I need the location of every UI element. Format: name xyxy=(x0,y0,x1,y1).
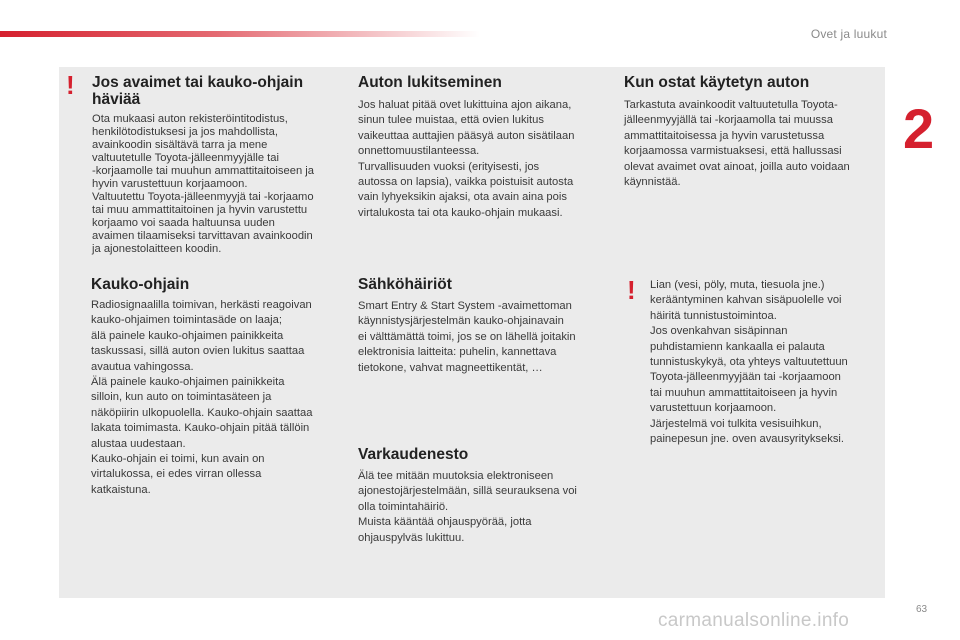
varkaudenesto-title: Varkaudenesto xyxy=(358,446,469,463)
kauko-ohjain-section xyxy=(91,276,351,293)
page-number: 63 xyxy=(916,604,928,615)
varkaudenesto-section xyxy=(358,446,613,463)
auton-lukitseminen-body xyxy=(358,98,613,221)
header-accent-bar xyxy=(0,31,480,37)
auton-lukitseminen-section xyxy=(358,74,613,91)
warning-lost-keys-text: Ota mukaasi auton rekisteröintitodistus, henkilötodistuksesi ja jos mahdollista, avainkoodin sisältävä tarra ja mene valtuutetulle Toyota-jälleenmyyjälle tai -korjaamolle tai muuhun ammattitaitoiseen ja hyvin varustettuun korjaamoon. Valtuutettu Toyota-jälleenmyyjä tai -korjaamo tai muu ammattitaitoinen ja hyvin varustettu korjaamo voi saada haltuunsa uuden avaimen tilaamiseksi tarvittavan avainkoodin ja ajonestolaitteen koodin. xyxy=(92,113,314,255)
kaytetty-auto-title: Kun ostat käytetyn auton xyxy=(624,74,810,91)
varkaudenesto-body xyxy=(358,469,616,546)
section-title: Ovet ja luukut xyxy=(810,27,887,41)
auton-lukitseminen-text: Jos haluat pitää ovet lukittuina ajon aikana, sinun tulee muistaa, että ovien lukitus vaikeuttaa auttajien pääsyä auton sisätilaan onnettomuustilanteessa. Turvallisuuden vuoksi (erityisesti, jos autossa on lapsia), vaikka poistuisit autosta vain lyhyeksikin ajaksi, ota avain aina pois virtalukosta tai ota kauko-ohjain mukaasi. xyxy=(358,99,575,219)
kaytetty-auto-text: Tarkastuta avainkoodit valtuutetulla Toyota- jälleenmyyjällä tai -korjaamolla tai muussa ammattitaitoisessa ja hyvin varustetussa korjaamossa varmistuaksesi, että hallussasi olevat avaimet ovat ainoat, joilla auto voidaan käynnistää. xyxy=(624,99,850,189)
kauko-ohjain-title: Kauko-ohjain xyxy=(91,276,190,293)
kaytetty-auto-section xyxy=(624,74,879,91)
watermark: carmanualsonline.info xyxy=(658,610,850,631)
exclamation-icon: ! xyxy=(627,275,636,305)
warning-lost-keys-text-block xyxy=(92,113,352,256)
chapter-number: 2 xyxy=(903,97,935,160)
warning-dirt-text: Lian (vesi, pöly, muta, tiesuola jne.) kerääntyminen kahvan sisäpuolelle voi häiritä tunnistustoimintoa. Jos ovenkahvan sisäpinnan puhdistamienn kankaalla ei palauta tunnistuskykyä, ota yhteys valtuutettuun Toyota-jälleenmyyjään tai -korjaamoon tai muuhun ammattitaitoiseen ja hyvin varustettuun korjaamoon. Järjestelmä voi tulkita vesisuihkun, painepesun jne. oven avausyritykseksi. xyxy=(650,279,848,446)
warning-lost-keys xyxy=(92,74,347,108)
auton-lukitseminen-title: Auton lukitseminen xyxy=(358,74,502,91)
varkaudenesto-text: Älä tee mitään muutoksia elektroniseen ajonestojärjestelmään, sillä seurauksena voi olla toimintahäiriö. Muista kääntää ohjauspyörää, jotta ohjauspylväs lukittuu. xyxy=(358,470,577,544)
kauko-ohjain-body xyxy=(91,298,353,498)
kauko-ohjain-text: Radiosignaalilla toimivan, herkästi reagoivan kauko-ohjaimen toimintasäde on laaja; älä painele kauko-ohjaimen painikkeita taskussasi, sillä auton ovien lukitus saattaa avautua vahingossa. Älä painele kauko-ohjaimen painikkeita silloin, kun auto on toimintasäteen ja näköpiirin ulkopuolella. Kauko-ohjain saattaa lakata toimimasta. Kauko-ohjain pitää tällöin alustaa uudestaan. Kauko-ohjain ei toimi, kun avain on virtalukossa, ei edes virran ollessa katkaistuna. xyxy=(91,299,313,496)
sahkohairiot-title: Sähköhäiriöt xyxy=(358,276,452,293)
sahkohairiot-section xyxy=(358,276,613,293)
warning-dirt xyxy=(650,278,882,447)
sahkohairiot-text: Smart Entry & Start System -avaimettoman käynnistysjärjestelmän kauko-ohjainavain ei välttämättä toimi, jos se on lähellä joitakin elektronisia laitteita: puhelin, kannettava tietokone, vahvat magneettikentät, … xyxy=(358,300,576,374)
warning-lost-keys-title: Jos avaimet tai kauko-ohjain häviää xyxy=(92,74,304,108)
exclamation-icon: ! xyxy=(66,70,75,100)
kaytetty-auto-body xyxy=(624,98,882,190)
sahkohairiot-body xyxy=(358,299,616,376)
